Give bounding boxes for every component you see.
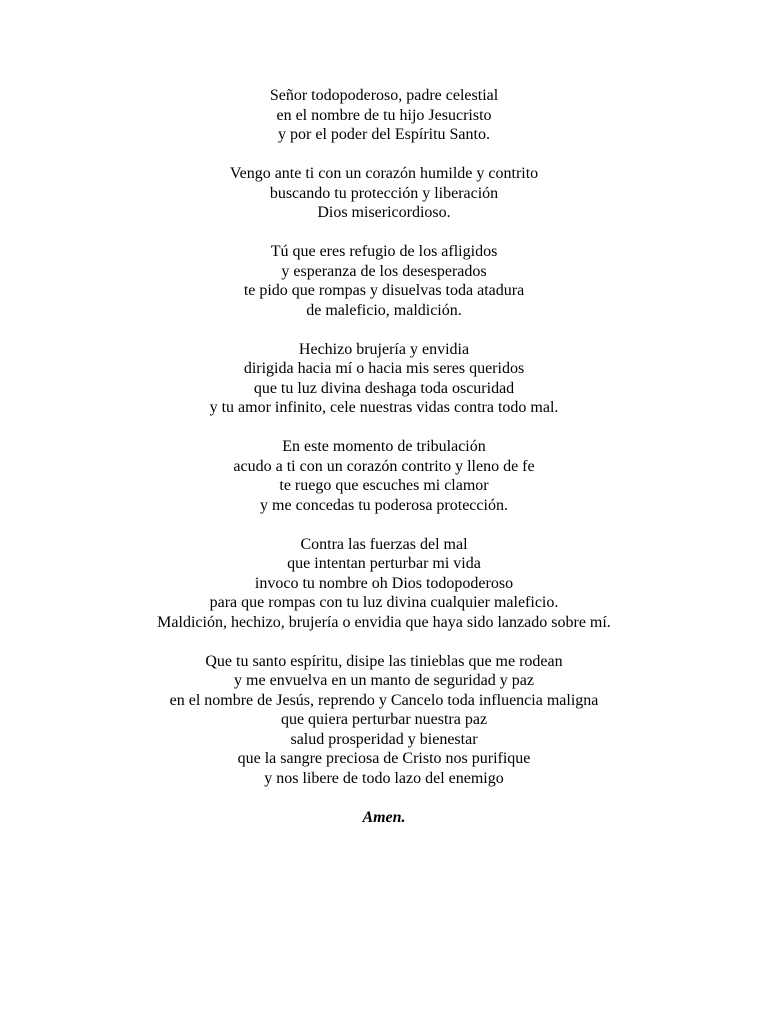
text-line: en el nombre de Jesús, reprendo y Cancelo toda influencia maligna [169, 691, 599, 709]
text-line: y me envuelva en un manto de seguridad y paz [234, 672, 534, 689]
stanza-1 [0, 86, 768, 145]
text-line: de maleficio, maldición. [306, 301, 462, 319]
text-line: te pido que rompas y disuelvas toda atadura [243, 282, 525, 299]
text-line: y me concedas tu poderosa protección. [260, 496, 508, 514]
text-line: acudo a ti con un corazón contrito y lleno de fe [233, 457, 535, 475]
stanza-7 [0, 652, 768, 789]
text-line: En este momento de tribulación [282, 438, 486, 455]
text-line: invoco tu nombre oh Dios todopoderoso [254, 574, 514, 592]
text-line: buscando tu protección y liberación [269, 184, 499, 202]
text-line: dirigida hacia mí o hacia mis seres queridos [243, 360, 525, 377]
text-line: que intentan perturbar mi vida [287, 555, 481, 572]
text-line: Contra las fuerzas del mal [300, 535, 468, 553]
stanza-4 [0, 340, 768, 418]
text-line: Dios misericordioso. [317, 204, 451, 221]
stanza-2 [0, 164, 768, 223]
text-line: Vengo ante ti con un corazón humilde y contrito [229, 165, 539, 182]
text-line: te ruego que escuches mi clamor [279, 477, 489, 494]
text-line: Que tu santo espíritu, disipe las tinieblas que me rodean [205, 652, 563, 670]
prayer-text [0, 86, 768, 827]
text-line: Señor todopoderoso, padre celestial [269, 87, 499, 104]
text-line: Maldición, hechizo, brujería o envidia que haya sido lanzado sobre mí. [157, 613, 611, 631]
text-line: en el nombre de tu hijo Jesucristo [276, 106, 492, 124]
text-line: salud prosperidad y bienestar [290, 730, 478, 748]
text-line: y por el poder del Espíritu Santo. [278, 126, 490, 143]
text-line: que quiera perturbar nuestra paz [280, 711, 488, 728]
text-line: que la sangre preciosa de Cristo nos purifique [237, 750, 531, 767]
stanza-6 [0, 535, 768, 633]
text-line: y nos libere de todo lazo del enemigo [264, 769, 504, 787]
stanza-5 [0, 437, 768, 515]
closing-amen: Amen. [362, 808, 406, 826]
stanza-3 [0, 242, 768, 320]
text-line: y esperanza de los desesperados [281, 262, 487, 280]
text-line: que tu luz divina deshaga toda oscuridad [253, 379, 515, 397]
text-line: para que rompas con tu luz divina cualquier maleficio. [209, 594, 559, 611]
text-line: y tu amor infinito, cele nuestras vidas contra todo mal. [209, 399, 559, 416]
text-line: Tú que eres refugio de los afligidos [270, 243, 498, 260]
text-line: Hechizo brujería y envidia [298, 340, 470, 358]
